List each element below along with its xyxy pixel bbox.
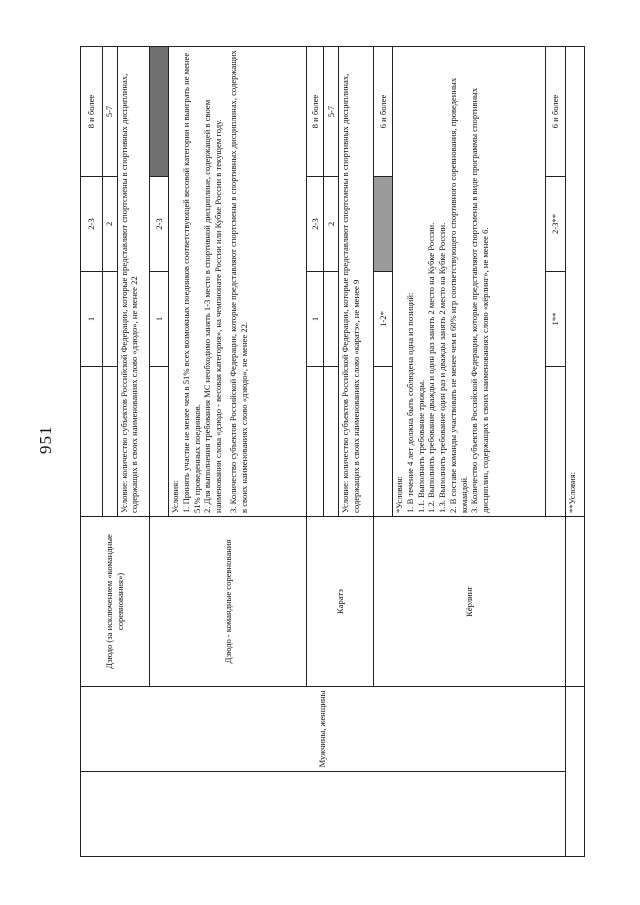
judo-team-condition-2: 2. Для выполнения требования МС необходимо занять 1-3 место в спортивной дисциплине, содержащей в своем наименовании слова «дзюдо - весовая категория», на чемпионате России или Кубке России в текущем году. xyxy=(202,99,224,513)
judo-value2-3: 5-7 xyxy=(102,47,117,177)
judo-condition: Условие: количество субъектов Российской Федерации, которые представляют спортсмены в спортивных дисциплинах, содержащих в своих наименованиях слово «дзюдо», не менее 22 xyxy=(117,47,149,517)
curling-value-3: 6 и более xyxy=(373,47,392,177)
curling-empty xyxy=(373,367,392,517)
judo-discipline: Дзюдо (за исключением «командные соревнования») xyxy=(81,517,150,687)
curling-footnote: **Условия: xyxy=(565,47,584,517)
judo-value2-2: 2 xyxy=(102,177,117,272)
curling-conditions-title: *Условия: xyxy=(394,476,405,513)
curling-condition-4: 1.3. Выполнить требование один раз и дважды занять 2 место на Кубке России. xyxy=(437,222,448,513)
judo-team-empty xyxy=(149,367,168,517)
judo-empty-2 xyxy=(102,367,117,517)
rotated-table-sheet xyxy=(80,47,585,857)
judo-team-condition-3: 3. Количество субъектов Российской Федерации, которые представляют спортсмены в спортивных дисциплинах, содержащих в своих наименованиях слово «дзюдо», не менее 22. xyxy=(227,50,249,513)
karate-value-1: 1 xyxy=(307,272,324,367)
curling-value-2 xyxy=(373,177,392,272)
judo-team-value-3 xyxy=(149,47,168,177)
curling-discipline: Кёрлинг xyxy=(373,517,565,687)
curling-empty-2 xyxy=(546,367,565,517)
karate-discipline: Каратэ xyxy=(307,517,374,687)
karate-empty xyxy=(307,367,324,517)
curling-condition-5: 2. В составе команды участвовать не менее чем в 60% игр соответствующего спортивного соревнования, проведенных командой. xyxy=(447,77,469,513)
karate-value2-1 xyxy=(324,272,339,367)
curling-condition-2: 1.1. Выполнить требование трижды. xyxy=(415,379,426,513)
curling-condition-3: 1.2. Выполнить требование дважды и один раз занять 2 место на Кубке России. xyxy=(426,222,437,513)
curling-condition-6: 3. Количество субъектов Российской Федерации, которые представляют спортсмены в виде программы спортивных дисциплин, содержащих в своих наименованиях слово «кёрлинг», не менее 6. xyxy=(469,87,491,513)
karate-empty-2 xyxy=(324,367,339,517)
judo-team-value-1: 1 xyxy=(149,272,168,367)
curling-value2-2: 2-3** xyxy=(546,177,565,272)
bottom-discipline-empty xyxy=(565,517,584,687)
curling-conditions xyxy=(393,47,546,517)
karate-value2-3: 5-7 xyxy=(324,47,339,177)
judo-team-condition-1: 1. Принять участие не менее чем в 51% всех возможных поединков соответствующей весовой категории и выиграть не менее 51% проведенных поединков. xyxy=(181,52,202,513)
judo-team-conditions xyxy=(169,47,307,517)
norms-table xyxy=(80,46,585,857)
judo-team-conditions-title: Условия: xyxy=(170,480,181,513)
karate-value-2: 2-3 xyxy=(307,177,324,272)
empty-column xyxy=(81,772,566,857)
judo-value-1: 1 xyxy=(81,272,103,367)
curling-value-1: 1-2* xyxy=(373,272,392,367)
curling-value2-1: 1** xyxy=(546,272,565,367)
curling-condition-1: 1. В течение 4 лет должна быть соблюдена одна из позиций: xyxy=(404,292,415,513)
karate-value2-2: 2 xyxy=(324,177,339,272)
page-number: 951 xyxy=(36,425,55,454)
gender-cell: Мужчины, женщины xyxy=(81,687,566,772)
karate-value-3: 8 и более xyxy=(307,47,324,177)
judo-empty xyxy=(81,367,103,517)
judo-value-3: 8 и более xyxy=(81,47,103,177)
judo-team-discipline: Дзюдо - командные соревнования xyxy=(149,517,306,687)
karate-condition: Условие: количество субъектов Российской Федерации, которые представляют спортсмены в спортивных дисциплинах, содержащих в своих наименованиях слово «каратэ», не менее 9 xyxy=(339,47,373,517)
judo-value2-1 xyxy=(102,272,117,367)
bottom-left-empty xyxy=(565,687,584,857)
judo-team-value-2: 2-3 xyxy=(149,177,168,272)
judo-value-2: 2-3 xyxy=(81,177,103,272)
curling-value2-3: 6 и более xyxy=(546,47,565,177)
